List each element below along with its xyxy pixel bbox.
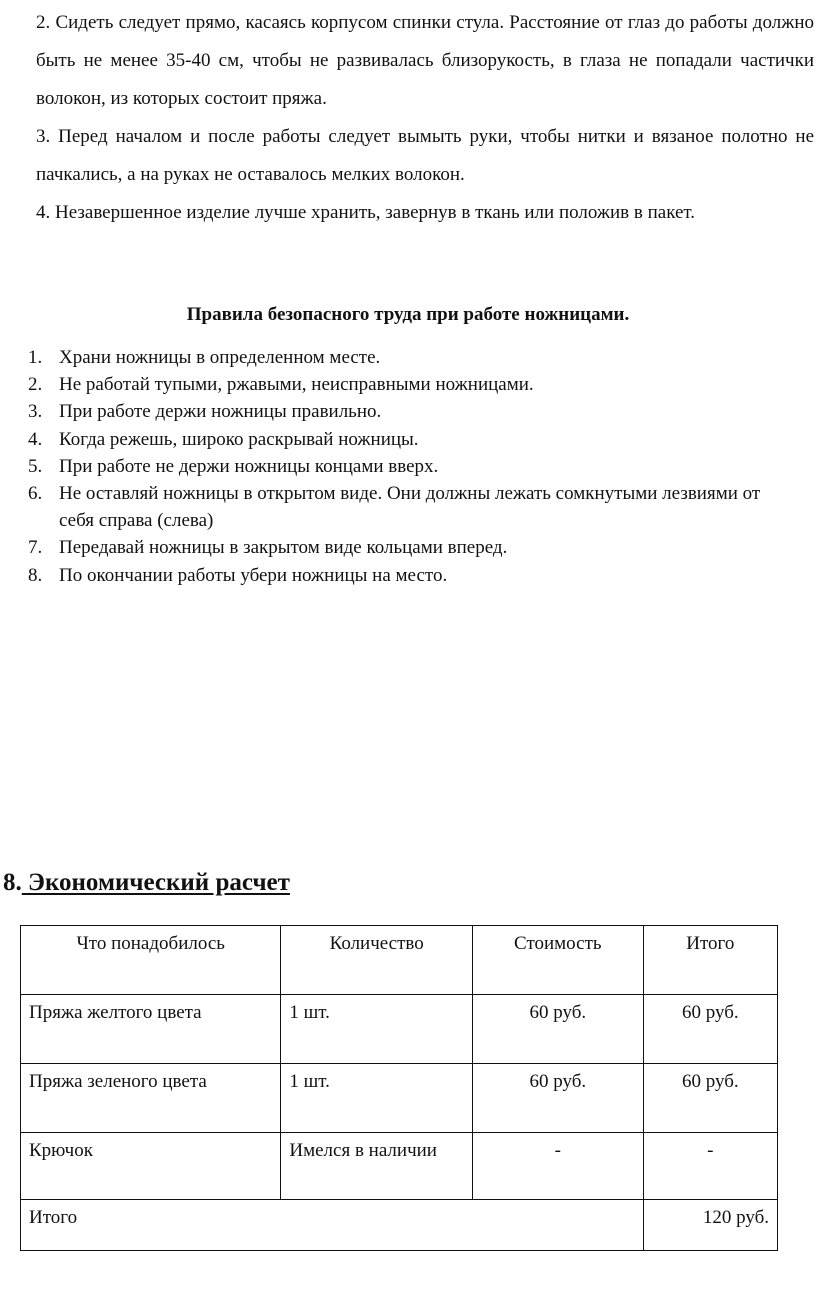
section-heading	[3, 866, 290, 900]
column-header: Количество	[281, 926, 473, 995]
table-cell-price: 60 руб.	[473, 1064, 644, 1133]
table-cell-qty: 1 шт.	[281, 1064, 473, 1133]
table-header-row	[21, 926, 778, 995]
cost-table	[20, 925, 778, 1251]
table-cell-qty: 1 шт.	[281, 995, 473, 1064]
table-row	[21, 995, 778, 1064]
table-footer-total: 120 руб.	[643, 1200, 777, 1251]
column-header: Что понадобилось	[21, 926, 281, 995]
list-item-number: 8.	[28, 564, 43, 586]
table-row	[21, 1133, 778, 1200]
list-item-number: 6.	[28, 483, 43, 505]
table-cell-price: 60 руб.	[473, 995, 644, 1064]
table-cell-item: Пряжа зеленого цвета	[21, 1064, 281, 1133]
rules-list	[28, 344, 798, 589]
table-footer-label: Итого	[21, 1200, 644, 1251]
list-item-text: Когда режешь, широко раскрывай ножницы.	[59, 428, 419, 450]
list-item	[28, 426, 798, 453]
list-item-number: 1.	[28, 347, 43, 368]
list-item-text: При работе не держи ножницы концами вверх.	[59, 455, 439, 477]
table-footer-row	[21, 1200, 778, 1251]
list-item	[28, 453, 798, 480]
table-cell-total: -	[643, 1133, 777, 1200]
table-cell-price: -	[473, 1133, 644, 1200]
list-item-number: 2.	[28, 374, 43, 396]
column-header: Стоимость	[473, 926, 644, 995]
paragraph-2: 2. Сидеть следует прямо, касаясь корпусом спинки стула. Расстояние от глаз до работы должно быть не менее 35-40 см, чтобы не развивалась близорукость, в глаза не попадали частички волокон, из которых состоит пряжа.	[36, 12, 814, 109]
list-item-number: 3.	[28, 401, 43, 423]
list-item	[28, 534, 798, 561]
rules-title: Правила безопасного труда при работе ножницами.	[186, 304, 630, 325]
section-title: Экономический расчет	[21, 869, 290, 896]
column-header: Итого	[643, 926, 777, 995]
table-cell-total: 60 руб.	[643, 1064, 777, 1133]
list-item-text: По окончании работы убери ножницы на место.	[59, 564, 448, 586]
list-item-text: Храни ножницы в определенном месте.	[59, 347, 381, 368]
paragraph-3: 3. Перед началом и после работы следует вымыть руки, чтобы нитки и вязаное полотно не пачкались, а на руках не оставалось мелких волокон.	[36, 126, 814, 185]
table-cell-item: Крючок	[21, 1133, 281, 1200]
table-cell-item: Пряжа желтого цвета	[21, 995, 281, 1064]
list-item	[28, 398, 798, 425]
list-item-text: Передавай ножницы в закрытом виде кольцами вперед.	[59, 537, 508, 559]
list-item-text: При работе держи ножницы правильно.	[59, 401, 382, 423]
list-item	[28, 562, 798, 589]
list-item-number: 7.	[28, 537, 43, 559]
list-item	[28, 480, 798, 534]
list-item-number: 4.	[28, 428, 43, 450]
list-item	[28, 344, 798, 371]
table-cell-total: 60 руб.	[643, 995, 777, 1064]
list-item-text: Не работай тупыми, ржавыми, неисправными ножницами.	[59, 374, 534, 396]
list-item	[28, 371, 798, 398]
section-number: 8.	[3, 869, 22, 896]
table-row	[21, 1064, 778, 1133]
paragraph-4: 4. Незавершенное изделие лучше хранить, завернув в ткань или положив в пакет.	[36, 202, 696, 223]
list-item-number: 5.	[28, 455, 43, 477]
table-cell-qty: Имелся в наличии	[281, 1133, 473, 1200]
list-item-text: Не оставляй ножницы в открытом виде. Они должны лежать сомкнутыми лезвиями от себя справа (слева)	[59, 483, 761, 532]
